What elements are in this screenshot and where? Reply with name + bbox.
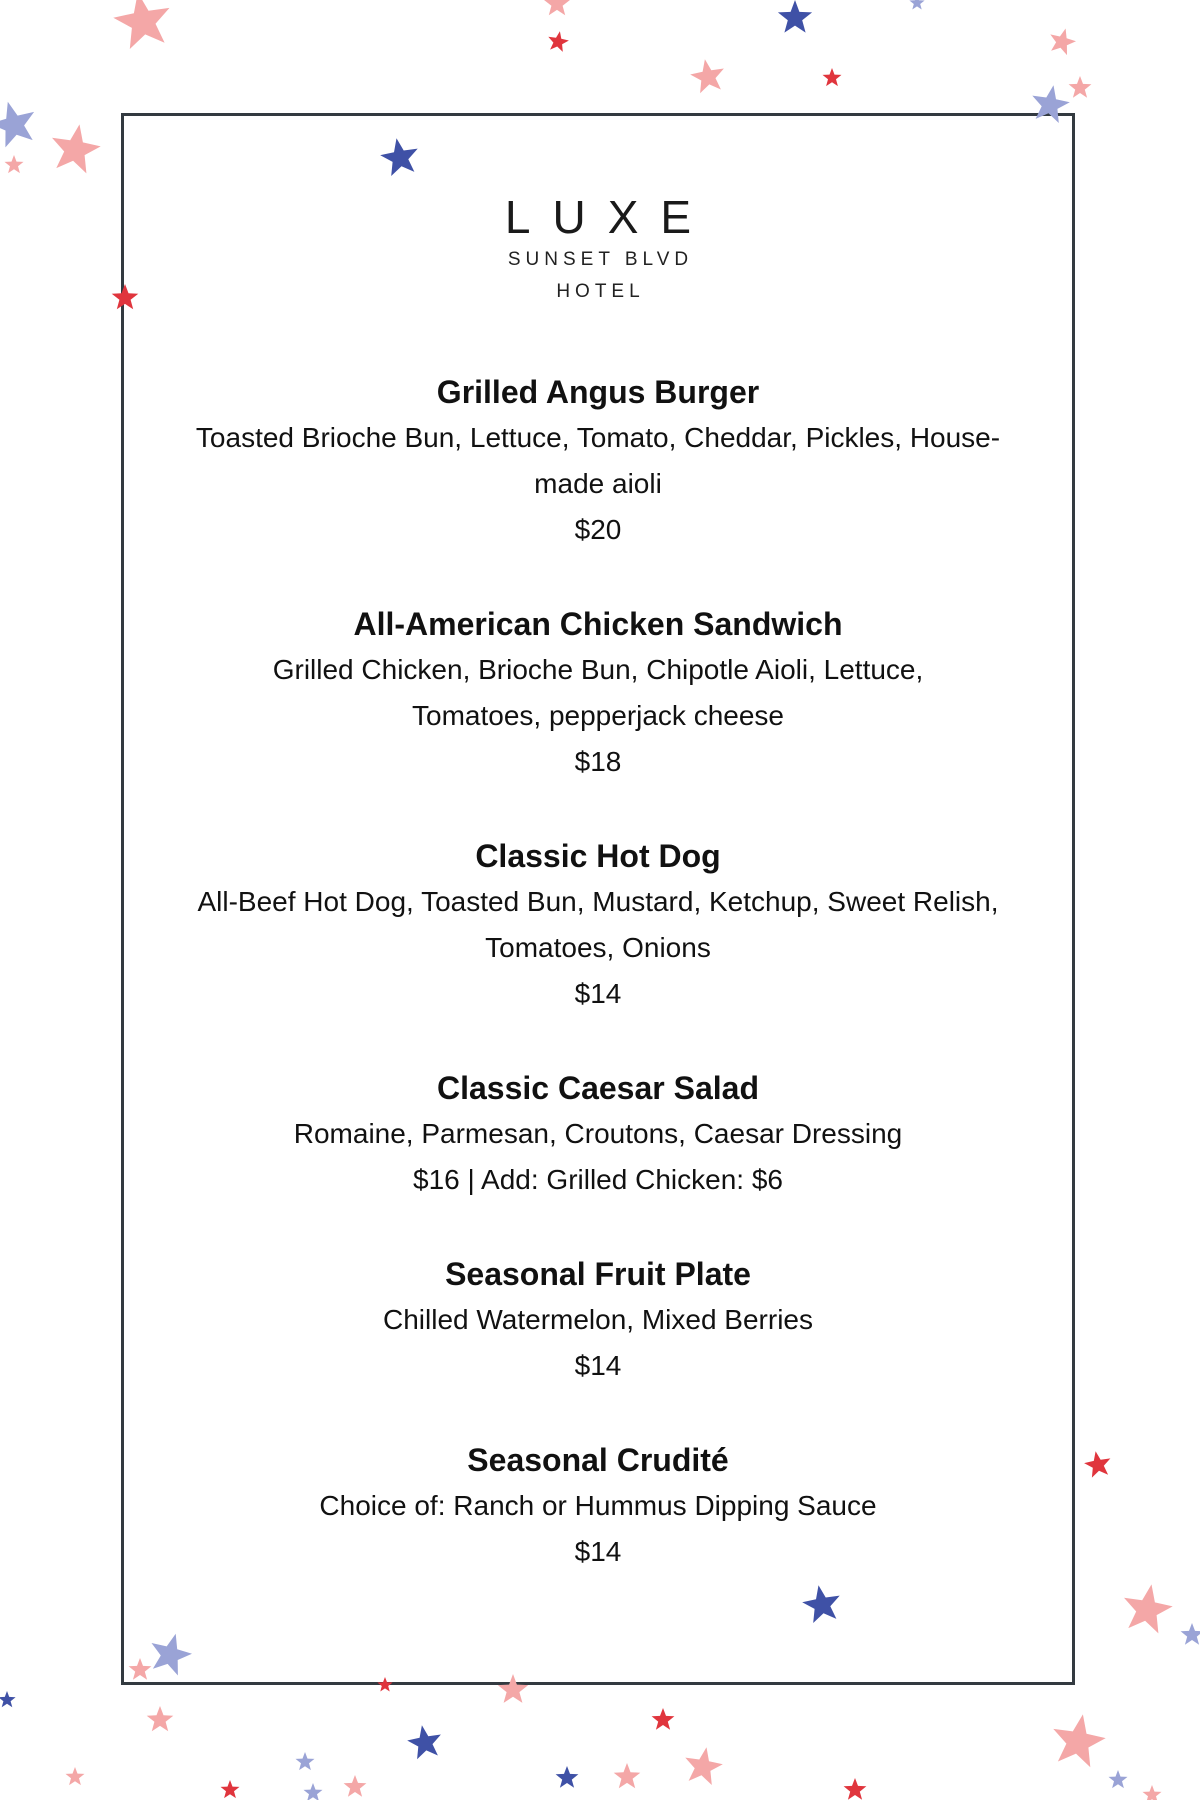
star-icon [556,1766,579,1788]
star-icon [1069,76,1092,98]
star-icon [614,1763,641,1788]
star-icon [548,31,569,52]
menu-item-name: All-American Chicken Sandwich [353,606,843,642]
menu-item-description: Grilled Chicken, Brioche Bun, Chipotle Aioli, Lettuce, Tomatoes, pepperjack cheese [272,654,924,731]
menu-item-price: $16 | Add: Grilled Chicken: $6 [413,1164,783,1195]
menu-item-price: $14 [574,1536,622,1567]
star-icon [344,1775,367,1797]
star-icon [52,124,101,173]
star-icon [147,1706,174,1731]
star-icon [544,0,571,15]
menu-card [121,113,1075,1685]
menu-item [124,1251,1072,1389]
star-icon [5,155,24,173]
star-icon [1143,1785,1162,1800]
menu-item [124,601,1072,785]
menu-item-description: Romaine, Parmesan, Croutons, Caesar Dressing [293,1118,903,1149]
star-icon [778,0,812,33]
star-icon [0,102,34,148]
menu-list [124,369,1072,1623]
hotel-logo [124,191,1072,304]
star-icon [823,68,842,86]
menu-item-name: Seasonal Crudité [467,1442,729,1478]
star-icon [296,1752,315,1770]
menu-item [124,369,1072,553]
logo-wordmark: LUXE [504,191,714,243]
menu-item [124,1065,1072,1203]
menu-item-description: Choice of: Ranch or Hummus Dipping Sauce [319,1490,877,1521]
star-icon [1050,29,1076,56]
star-icon [1053,1714,1105,1767]
star-icon [0,1691,16,1707]
star-icon [844,1778,867,1800]
menu-item-description: Chilled Watermelon, Mixed Berries [383,1304,813,1335]
menu-item [124,1437,1072,1575]
menu-item-price: $14 [574,978,622,1009]
star-icon [221,1780,240,1798]
star-icon [652,1708,675,1730]
star-icon [1181,1623,1200,1645]
star-icon [304,1783,323,1800]
menu-item-name: Classic Caesar Salad [437,1070,759,1106]
star-icon [1084,1451,1110,1477]
star-icon [407,1725,441,1759]
menu-item-price: $18 [574,746,622,777]
logo-subtitle-line1: SUNSET BLVD [507,249,694,270]
menu-item-description: Toasted Brioche Bun, Lettuce, Tomato, Cheddar, Pickles, House-made aioli [195,422,1001,499]
menu-item [124,833,1072,1017]
star-icon [66,1767,85,1785]
star-icon [690,59,724,93]
menu-item-price: $14 [574,1350,622,1381]
menu-item-name: Seasonal Fruit Plate [445,1256,751,1292]
menu-item-name: Grilled Angus Burger [436,374,760,410]
star-icon [909,0,924,10]
star-icon [1109,1770,1128,1788]
star-icon [1124,1584,1173,1633]
menu-item-name: Classic Hot Dog [475,838,721,874]
menu-item-price: $20 [574,514,622,545]
star-icon [685,1747,723,1785]
star-icon [113,0,169,49]
logo-subtitle-line2: HOTEL [556,281,645,302]
menu-item-description: All-Beef Hot Dog, Toasted Bun, Mustard, Ketchup, Sweet Relish, Tomatoes, Onions [197,886,999,963]
